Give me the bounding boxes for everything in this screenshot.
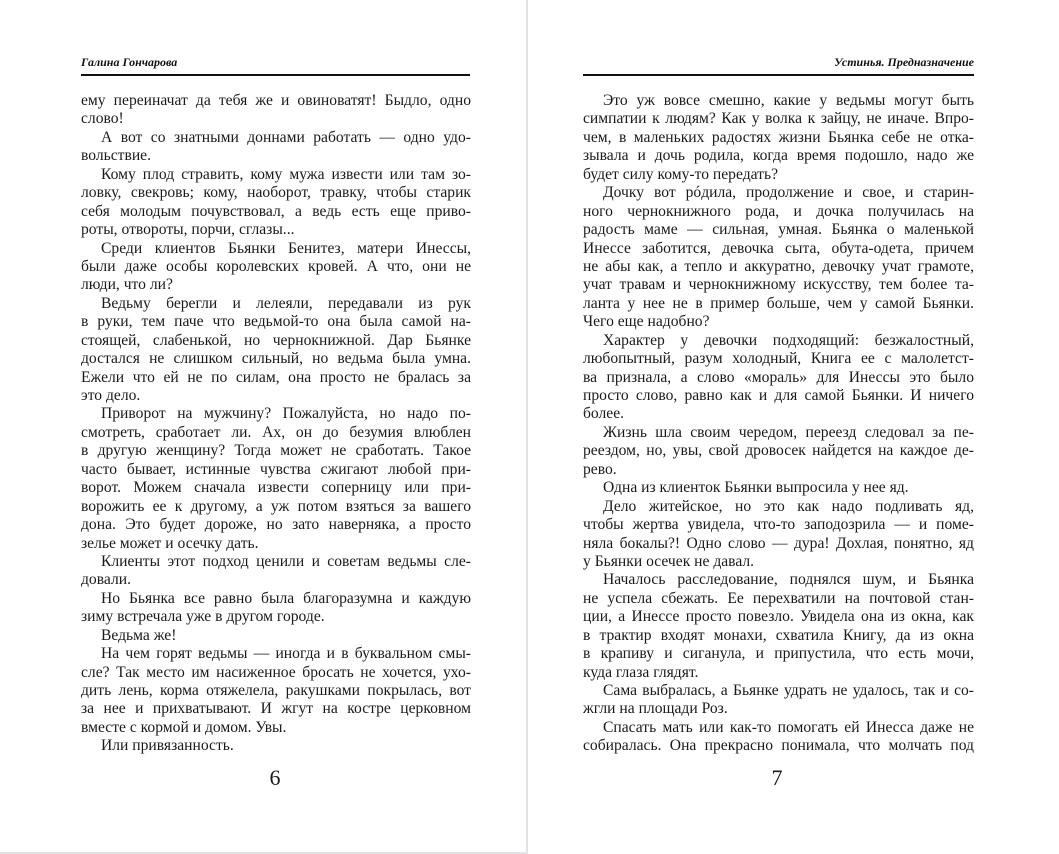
body-text bbox=[583, 92, 974, 756]
text-line: будет силу кому-то передать? bbox=[583, 165, 778, 183]
text-line: Ежели что ей не по силам, она просто не бралась за bbox=[81, 368, 471, 386]
text-line: рево. bbox=[583, 460, 617, 478]
text-line: не абы как, а тепло и аккуратно, девочку учат грамоте, bbox=[583, 257, 974, 275]
text-line: зиму встречала уже в другом городе. bbox=[81, 608, 325, 626]
text-line: чтобы жертва увидела, что-то заподозрила — и поме- bbox=[583, 516, 974, 534]
text-line: в другую женщину? Тогда может не сработать. Такое bbox=[81, 442, 471, 460]
text-line: Ведьму берегли и лелеяли, передавали из рук bbox=[101, 294, 471, 312]
text-line: были даже особы королевских кровей. А что, они не bbox=[81, 257, 471, 275]
text-line: Дочку вот рóдила, продолжение и свое, и старин- bbox=[603, 184, 974, 202]
text-line: ции, а Инессе просто повезло. Увидела она из окна, как bbox=[583, 608, 974, 626]
text-line: дона. Это будет дороже, но зато наверняка, а просто bbox=[81, 516, 471, 534]
text-line: смотреть, сработает ли. Ах, он до безумия влюблен bbox=[81, 423, 471, 441]
text-line: Среди клиентов Бьянки Бенитез, матери Инессы, bbox=[101, 239, 471, 257]
text-line: это дело. bbox=[81, 387, 141, 404]
running-head-author: Галина Гончарова bbox=[81, 55, 178, 69]
text-line: Приворот на мужчину? Пожалуйста, но надо по- bbox=[101, 405, 471, 423]
text-line: сле? Так место им насиженное бросать не хочется, ухо- bbox=[81, 663, 471, 681]
text-line: радость маме — сильная, умная. Бьянка о маленькой bbox=[583, 221, 974, 239]
text-line: вместе с кормой и домом. Увы. bbox=[81, 718, 287, 736]
text-line: роты, отвороты, порчи, сглазы... bbox=[81, 221, 295, 239]
text-line: себя молодым почувствовал, а ведь есть еще приво- bbox=[81, 202, 471, 220]
text-line: Инессе заботится, девочка сыта, обута-одета, причем bbox=[583, 239, 974, 257]
header-rule bbox=[81, 74, 470, 76]
text-line: Кому плод стравить, кому мужа извести или там зо- bbox=[101, 165, 471, 183]
text-line: зелье может и осечку дать. bbox=[81, 534, 259, 552]
text-line: Или привязанность. bbox=[101, 737, 234, 755]
text-line: не успела сбежать. Ее перехватили на почтовой стан- bbox=[583, 589, 974, 607]
text-line: Спасать мать или как-то помогать ей Инесса даже не bbox=[603, 718, 974, 736]
text-line: Это уж вовсе смешно, какие у ведьмы могут быть bbox=[603, 92, 974, 109]
page-number: 6 bbox=[269, 765, 281, 790]
text-line: слово! bbox=[81, 110, 124, 128]
text-line: собиралась. Она прекрасно понимала, что молчать под bbox=[583, 737, 974, 755]
text-line: куда глаза глядят. bbox=[583, 663, 699, 681]
text-line: довали. bbox=[81, 571, 131, 589]
text-line: ему переиначат да тебя же и овиноватят! Быдло, одно bbox=[81, 92, 471, 109]
text-line: зывала и дочь родила, когда время подошло, надо же bbox=[583, 147, 974, 165]
text-line: учат травам и чернокнижному искусству, тем более та- bbox=[583, 276, 974, 294]
text-line: у Бьянки осечек не давал. bbox=[583, 552, 755, 570]
right-page bbox=[528, 0, 1059, 854]
text-line: А вот со знатными доннами работать — одно удо- bbox=[101, 128, 471, 146]
left-page bbox=[0, 0, 528, 854]
text-line: реездом, но, увы, свой дровосек найдется на каждое де- bbox=[583, 442, 974, 460]
text-line: На чем горят ведьмы — иногда и в буквальном смы- bbox=[101, 645, 471, 663]
body-text bbox=[81, 92, 471, 756]
text-line: часто бывает, истинные чувства сжигают любой при- bbox=[81, 460, 471, 478]
text-line: симпатии к людям? Как у волка к зайцу, не иначе. Впро- bbox=[583, 110, 974, 128]
text-line: Ведьма же! bbox=[101, 626, 177, 644]
text-line: Характер у девочки подходящий: безжалостный, bbox=[603, 331, 974, 349]
text-line: Чего еще надобно? bbox=[583, 313, 710, 331]
text-line: ва признала, а слово «мораль» для Инессы это было bbox=[583, 368, 974, 386]
text-line: ланта у нее не в пример больше, чем у самой Бьянки. bbox=[583, 294, 974, 312]
text-line: Началось расследование, поднялся шум, и Бьянка bbox=[603, 571, 974, 589]
text-line: достался не слишком сильный, но ведьма была умна. bbox=[81, 350, 471, 368]
header-rule bbox=[583, 74, 974, 76]
text-line: Жизнь шла своим чередом, переезд следовал за пе- bbox=[603, 423, 974, 441]
text-line: Но Бьянка все равно была благоразумна и каждую bbox=[101, 589, 471, 607]
text-line: Клиенты этот подход ценили и советам ведьмы сле- bbox=[101, 552, 471, 570]
text-line: за нее и прихватывают. И жгут на костре церковном bbox=[81, 700, 471, 718]
text-line: в крапиву и сиганула, и припустила, что есть мочи, bbox=[583, 645, 974, 663]
text-line: Сама выбралась, а Бьянке удрать не удалось, так и со- bbox=[603, 682, 974, 699]
text-line: ного чернокнижного рода, и дочка получилась на bbox=[583, 202, 974, 220]
text-line: в трактир входят монахи, схватила Книгу, да из окна bbox=[583, 626, 974, 644]
text-line: более. bbox=[583, 405, 625, 423]
text-line: жгли на площади Роз. bbox=[583, 700, 728, 718]
text-line: стоящей, слабенькой, но чернокнижной. Дар Бьянке bbox=[81, 331, 471, 349]
running-head-title: Устинья. Предназначение bbox=[834, 55, 974, 69]
text-line: чем, в маленьких радостях жизни Бьянка себе не отка- bbox=[583, 128, 974, 146]
text-line: няла бокалы?! Одно слово — дура! Дохлая, понятно, яд bbox=[583, 534, 974, 552]
text-line: просто слово, равно как и для самой Бьянки. И ничего bbox=[583, 387, 974, 404]
page-number: 7 bbox=[771, 765, 783, 790]
text-line: ловку, свекровь; кому, наоборот, травку, чтобы старик bbox=[81, 184, 471, 202]
text-line: в руки, тем паче что ведьмой-то она была самой на- bbox=[81, 313, 471, 331]
text-line: люди, что ли? bbox=[81, 276, 173, 294]
text-line: вольствие. bbox=[81, 147, 152, 165]
text-line: дить лень, корма отяжелела, ракушками покрылась, вот bbox=[81, 682, 471, 699]
text-line: Одна из клиенток Бьянки выпросила у нее яд. bbox=[603, 479, 909, 497]
text-line: любопытный, разум холодный, Книга ее с малолетст- bbox=[583, 350, 974, 368]
text-line: Дело житейское, но это как надо подливать яд, bbox=[603, 497, 974, 515]
text-line: ворот. Можем сначала извести соперницу или при- bbox=[81, 479, 471, 497]
text-line: ворожить ее к другому, а уж потом взяться за вашего bbox=[81, 497, 471, 515]
